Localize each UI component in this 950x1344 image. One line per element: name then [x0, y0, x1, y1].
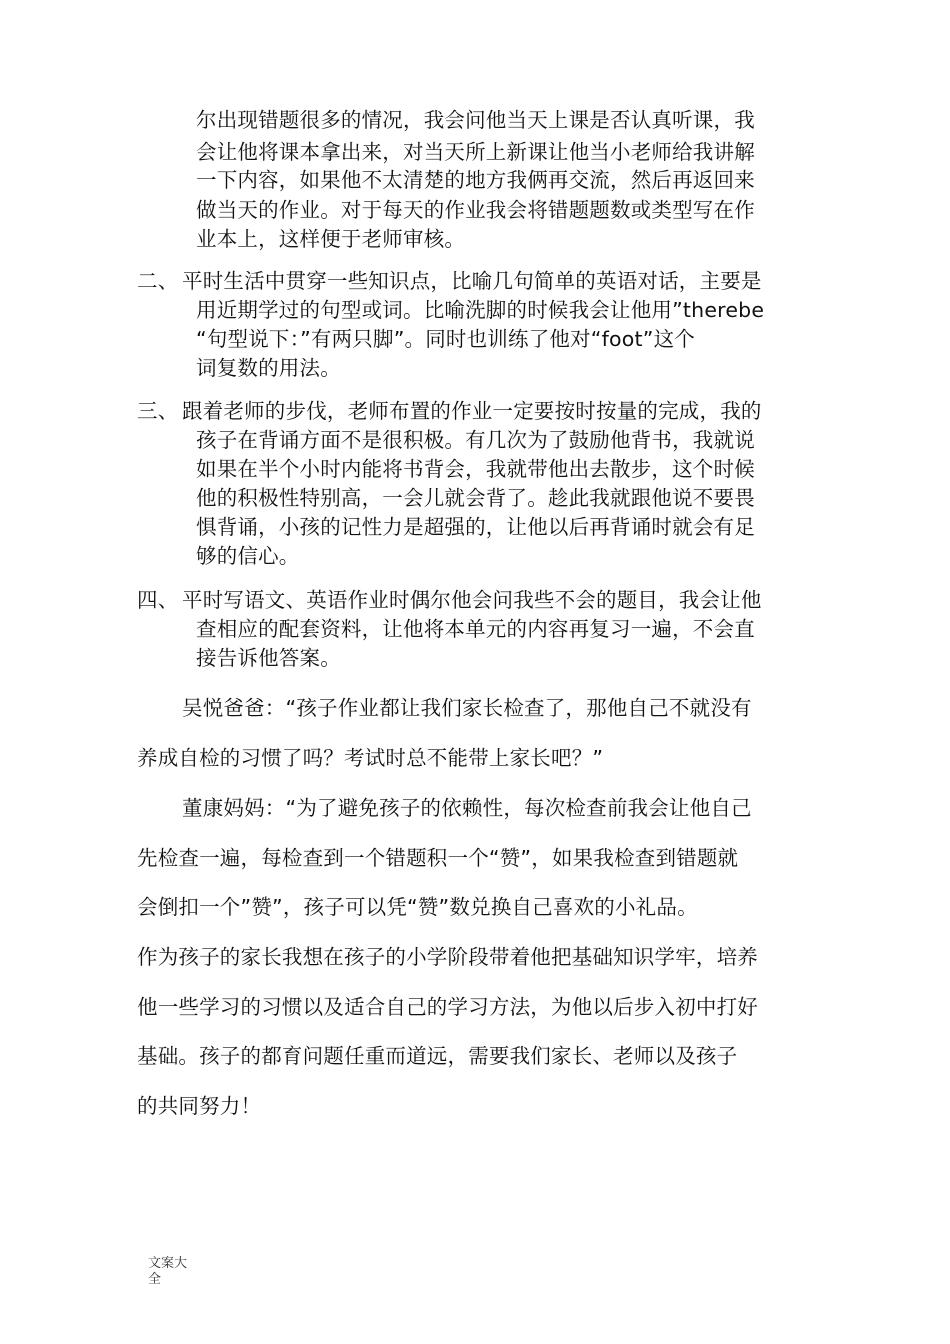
item2-marker: 二、 [137, 269, 179, 293]
item3-line-1: 跟着老师的步伐，老师布置的作业一定要按时按量的完成，我的 [182, 399, 762, 423]
conclusion-line-2: 他一些学习的习惯以及适合自己的学习方法，为他以后步入初中打好 [137, 995, 758, 1019]
item3-line-3: 如果在半个小时内能将书背会，我就带他出去散步，这个时候 [196, 457, 755, 481]
item1-line-3: 一下内容，如果他不太清楚的地方我俩再交流，然后再返回来 [196, 168, 755, 192]
item3-marker: 三、 [137, 399, 179, 423]
item3-line-5: 惧背诵，小孩的记性力是超强的，让他以后再背诵时就会有足 [196, 515, 755, 539]
item2-line-1: 平时生活中贯穿一些知识点，比喻几句简单的英语对话，主要是 [182, 269, 762, 293]
conclusion-line-1: 作为孩子的家长我想在孩子的小学阶段带着他把基础知识学牢，培养 [137, 945, 758, 969]
item4-line-2: 查相应的配套资料，让他将本单元的内容再复习一遍，不会直 [196, 617, 755, 641]
quote-dong-line-2: 先检查一遍，每检查到一个错题积一个“赞”，如果我检查到错题就 [137, 846, 739, 870]
item3-line-6: 够的信心。 [196, 544, 300, 568]
item1-line-2: 会让他将课本拿出来，对当天所上新课让他当小老师给我讲解 [196, 140, 755, 164]
quote-dong-line-1: 董康妈妈：“为了避免孩子的依赖性，每次检查前我会让他自己 [182, 796, 752, 820]
item2-line-2: 用近期学过的句型或词。比喻洗脚的时候我会让他用”therebe [196, 298, 765, 322]
item3-line-4: 他的积极性特别高，一会儿就会背了。趁此我就跟他说不要畏 [196, 486, 755, 510]
conclusion-line-4: 的共同努力！ [137, 1094, 262, 1118]
item1-line-1: 尔出现错题很多的情况，我会问他当天上课是否认真听课，我 [196, 108, 755, 132]
item4-line-3: 接告诉他答案。 [196, 646, 341, 670]
conclusion-line-3: 基础。孩子的都育问题任重而道远，需要我们家长、老师以及孩子 [137, 1044, 738, 1068]
quote-dong-line-3: 会倒扣一个”赞”，孩子可以凭“赞”数兑换自己喜欢的小礼品。 [137, 895, 698, 919]
item4-marker: 四、 [137, 588, 179, 612]
item4-line-1: 平时写语文、英语作业时偶尔他会问我些不会的题目，我会让他 [182, 588, 762, 612]
item1-line-5: 业本上，这样便于老师审核。 [196, 227, 466, 251]
quote-wu-line-1: 吴悦爸爸：“孩子作业都让我们家长检查了，那他自己不就没有 [182, 696, 752, 720]
page-footer: 文案大全 [148, 1256, 188, 1287]
quote-wu-line-2: 养成自检的习惯了吗？考试时总不能带上家长吧？” [137, 746, 604, 770]
item3-line-2: 孩子在背诵方面不是很积极。有几次为了鼓励他背书，我就说 [196, 428, 755, 452]
item2-line-4: 词复数的用法。 [196, 356, 341, 380]
item1-line-4: 做当天的作业。对于每天的作业我会将错题题数或类型写在作 [196, 198, 755, 222]
item2-line-3: “句型说下：”有两只脚”。同时也训练了他对“foot”这个 [196, 327, 695, 351]
